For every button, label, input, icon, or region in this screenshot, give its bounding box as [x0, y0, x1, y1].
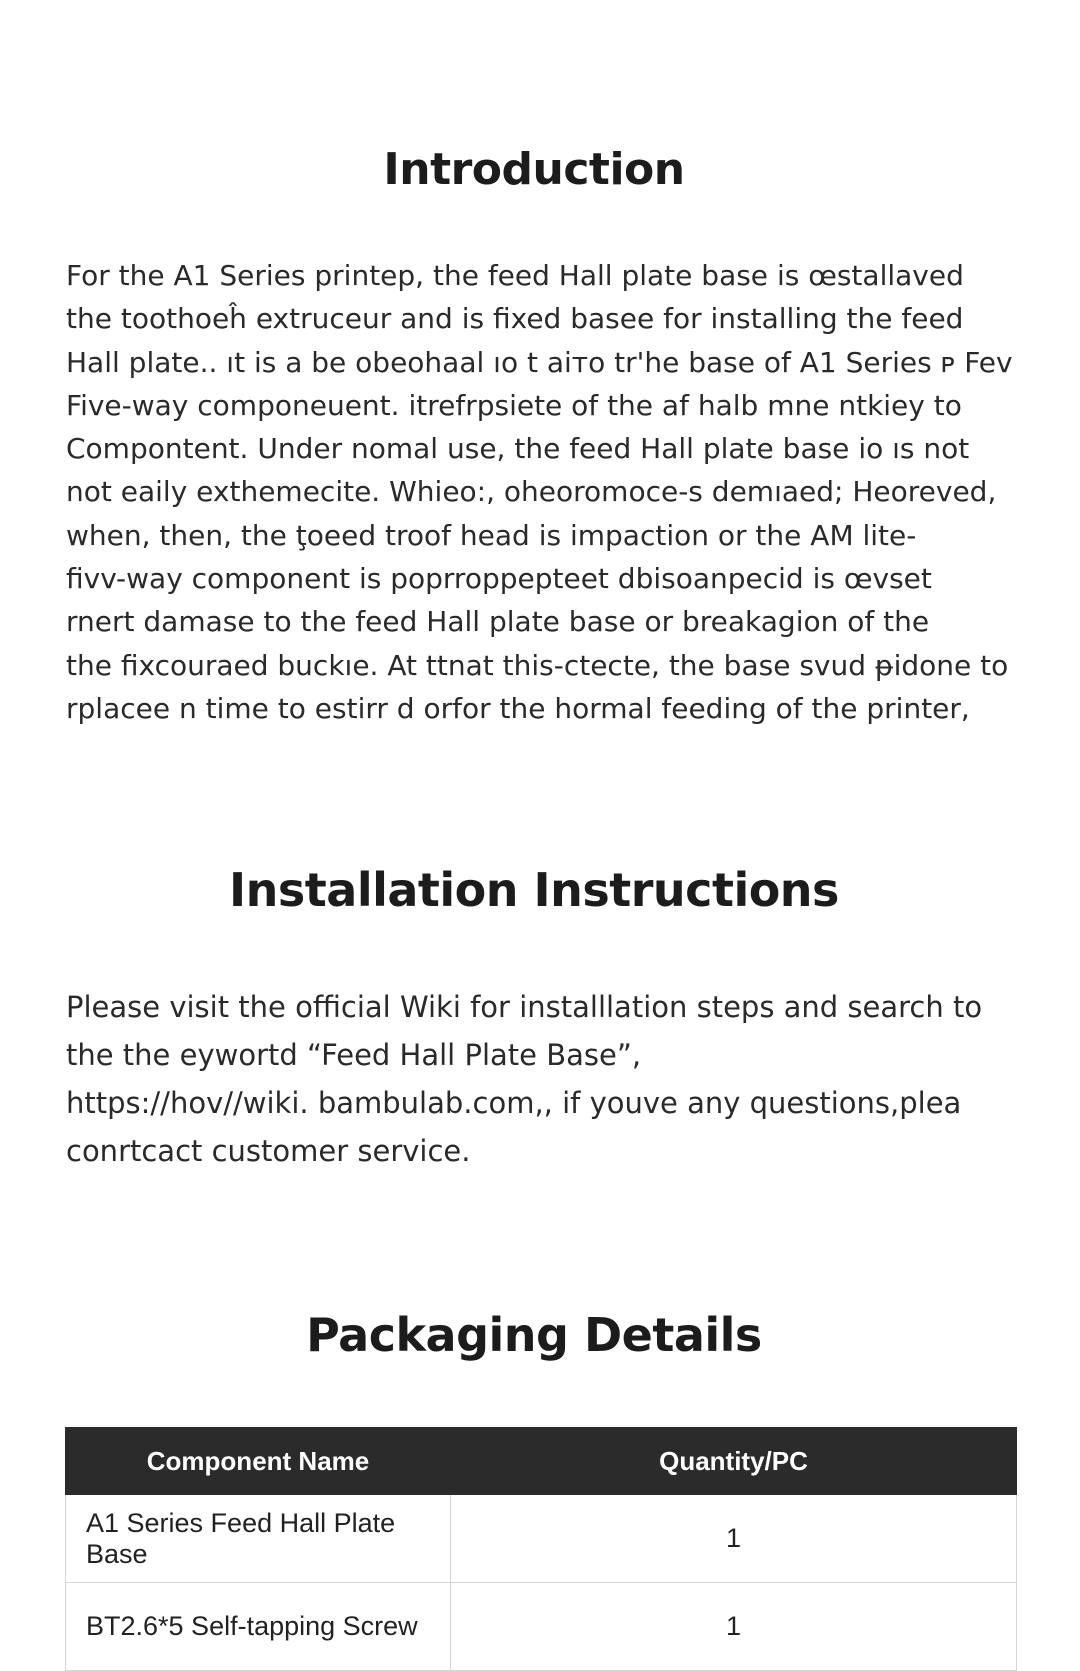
- installation-heading: Installation Instructions: [229, 863, 839, 917]
- packaging-heading: Packaging Details: [306, 1308, 762, 1362]
- introduction-line: the toothoeĥ extruceur and is fixed basee for installing the feed: [66, 302, 964, 336]
- column-header-quantity: Quantity/PC: [451, 1428, 1017, 1495]
- table-row: [66, 1495, 1017, 1583]
- installation-paragraph: [66, 983, 1026, 1175]
- introduction-line: Hall plate.. ıt is a be obeohaal ıo t aiто tr'he base of A1 Series ᴘ Fev: [66, 345, 1013, 379]
- introduction-line: Compontent. Under nomal use, the feed Hall plate base io ıs not: [66, 432, 970, 466]
- introduction-line: the fixcouraed buckıe. At ttnat this-ctecte, the base svud ᵽidone to: [66, 648, 1009, 682]
- introduction-line: For the A1 Series printep, the feed Hall plate base is œstallaved: [66, 259, 964, 292]
- table-row: [66, 1583, 1017, 1671]
- introduction-line: rplacee n time to estirr d orfor the hormal feeding of the printer,: [66, 691, 970, 725]
- introduction-paragraph: [66, 254, 1026, 730]
- introduction-line: fivv-way component is poprroppepteet dbisoanpecid is œvset: [66, 562, 932, 596]
- installation-line: conrtcact customer service.: [66, 1134, 471, 1168]
- installation-line: Please visit the official Wiki for installlation steps and search to: [66, 990, 983, 1024]
- component-name-cell: BT2.6*5 Self-tapping Screw: [66, 1583, 451, 1671]
- introduction-heading: Introduction: [383, 144, 685, 195]
- introduction-line: not eaily exthemecite. Whieo:, oheoromoce-s demıaed; Heoreved,: [66, 475, 997, 509]
- packaging-table-header-row: [66, 1428, 1017, 1495]
- component-name-cell: A1 Series Feed Hall Plate Base: [66, 1495, 451, 1583]
- quantity-cell: 1: [451, 1583, 1017, 1671]
- packaging-table: [65, 1427, 1017, 1671]
- column-header-component-name: Component Name: [66, 1428, 451, 1495]
- introduction-line: when, then, the ţoeed troof head is impaction or the AM lite-: [66, 518, 917, 552]
- quantity-cell: 1: [451, 1495, 1017, 1583]
- introduction-line: rnert damase to the feed Hall plate base or breakagion of the: [66, 605, 930, 639]
- introduction-line: Five-way componeuent. itrefrpsiete of the af halb mne ntkiey to: [66, 388, 962, 422]
- installation-line: the the eywortd “Feed Hall Plate Base”,: [66, 1038, 642, 1072]
- installation-line: https://hov//wiki. bambulab.com,, if youve any questions,plea: [66, 1086, 962, 1120]
